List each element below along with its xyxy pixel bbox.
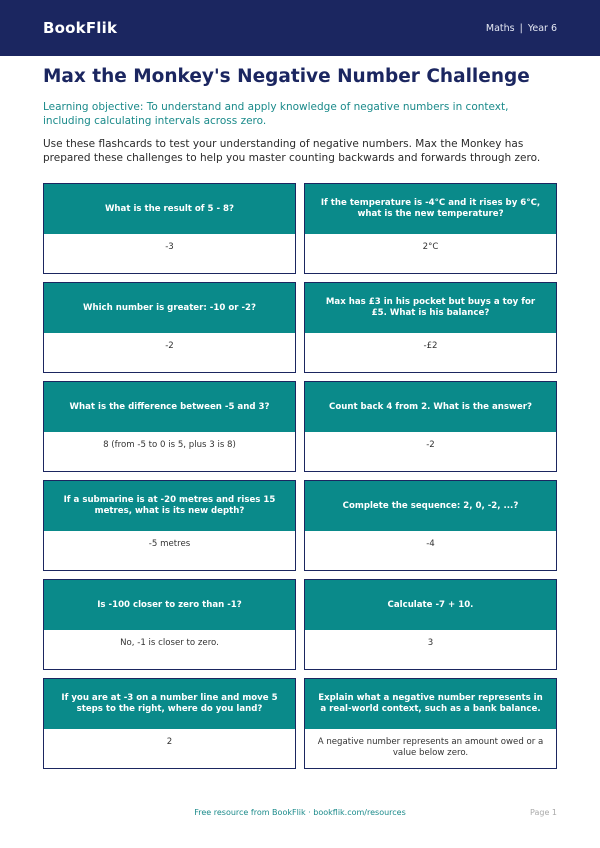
flashcard-answer: -3: [44, 234, 295, 273]
flashcard-11[interactable]: [43, 678, 296, 769]
flashcard-question: If you are at -3 on a number line and move 5 steps to the right, where do you land?: [44, 679, 295, 729]
flashcard-answer: A negative number represents an amount owed or a value below zero.: [305, 729, 556, 768]
meta-separator: |: [519, 22, 523, 34]
flashcard-6[interactable]: [304, 381, 557, 472]
intro-text: Use these flashcards to test your understanding of negative numbers. Max the Monkey has prepared these challenges to help you master counting backwards and forwards through zero.: [43, 138, 541, 164]
year-label: Year 6: [527, 22, 557, 34]
flashcard-question: If a submarine is at -20 metres and rises 15 metres, what is its new depth?: [44, 481, 295, 531]
flashcard-answer: -4: [305, 531, 556, 570]
flashcard-question: Explain what a negative number represents in a real-world context, such as a bank balance.: [305, 679, 556, 729]
flashcard-1[interactable]: [43, 183, 296, 274]
flashcard-12[interactable]: [304, 678, 557, 769]
flashcard-question: Which number is greater: -10 or -2?: [44, 283, 295, 333]
flashcard-8[interactable]: [304, 480, 557, 571]
subject-label: Maths: [485, 22, 515, 34]
flashcard-answer: 8 (from -5 to 0 is 5, plus 3 is 8): [44, 432, 295, 471]
flashcard-2[interactable]: [304, 183, 557, 274]
flashcard-answer: -5 metres: [44, 531, 295, 570]
flashcard-question: What is the difference between -5 and 3?: [44, 382, 295, 432]
footer-credit[interactable]: Free resource from BookFlik · bookflik.com/resources: [194, 808, 406, 817]
flashcard-7[interactable]: [43, 480, 296, 571]
top-bar: [0, 0, 600, 56]
flashcard-answer: 2°C: [305, 234, 556, 273]
flashcard-3[interactable]: [43, 282, 296, 373]
flashcard-answer: 3: [305, 630, 556, 669]
flashcard-9[interactable]: [43, 579, 296, 670]
flashcard-answer: No, -1 is closer to zero.: [44, 630, 295, 669]
flashcard-answer: -2: [44, 333, 295, 372]
flashcard-answer: 2: [44, 729, 295, 768]
flashcard-4[interactable]: [304, 282, 557, 373]
learning-objective: Learning objective: To understand and apply knowledge of negative numbers in context, including calculating intervals across zero.: [43, 101, 509, 127]
flashcard-question: Max has £3 in his pocket but buys a toy for £5. What is his balance?: [305, 283, 556, 333]
flashcard-question: Is -100 closer to zero than -1?: [44, 580, 295, 630]
flashcard-grid: [43, 183, 557, 769]
flashcard-question: Count back 4 from 2. What is the answer?: [305, 382, 556, 432]
flashcard-10[interactable]: [304, 579, 557, 670]
brand-logo[interactable]: BookFlik: [43, 19, 118, 37]
page-title: Max the Monkey's Negative Number Challenge: [43, 66, 530, 87]
flashcard-question: Calculate -7 + 10.: [305, 580, 556, 630]
flashcard-answer: -£2: [305, 333, 556, 372]
flashcard-5[interactable]: [43, 381, 296, 472]
flashcard-answer: -2: [305, 432, 556, 471]
flashcard-question: Complete the sequence: 2, 0, -2, ...?: [305, 481, 556, 531]
flashcard-question: What is the result of 5 - 8?: [44, 184, 295, 234]
page-number: Page 1: [530, 808, 557, 817]
subject-year-label: [486, 23, 557, 34]
flashcard-question: If the temperature is -4°C and it rises by 6°C, what is the new temperature?: [305, 184, 556, 234]
